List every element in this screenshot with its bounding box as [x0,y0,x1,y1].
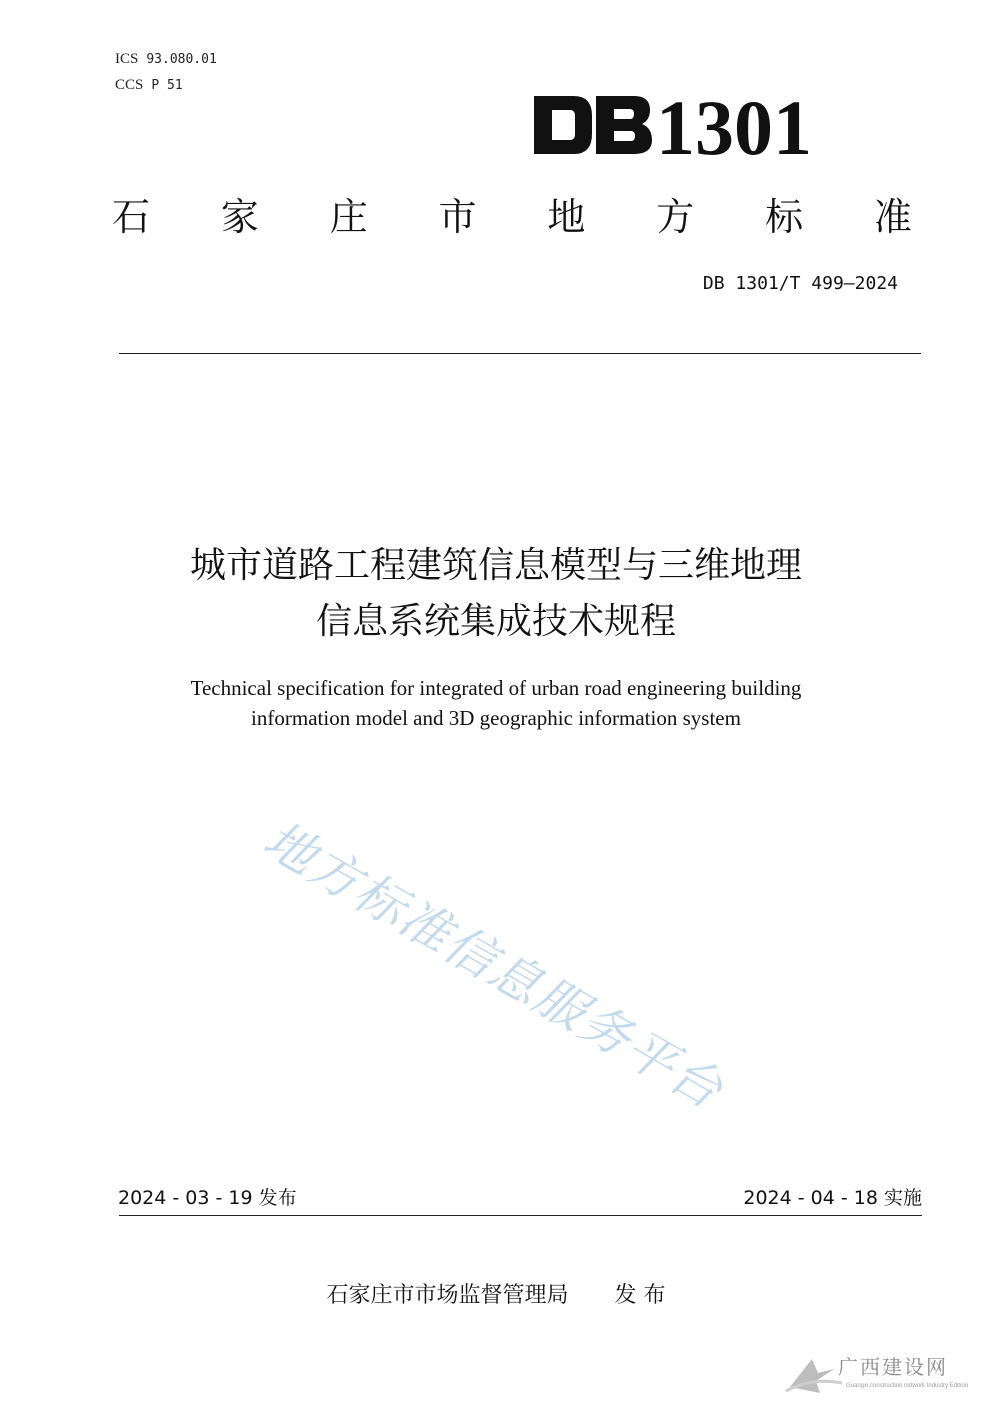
category-char: 方 [656,195,695,239]
chinese-title [60,538,932,650]
db-standard-logo [530,86,860,164]
publish-date: 2024 - 03 - 19 发布 [118,1187,297,1209]
ccs-label: CCS [115,77,144,93]
category-char: 标 [765,195,804,239]
category-char: 家 [220,195,259,239]
standard-number: DB 1301/T 499—2024 [702,273,898,294]
issuer-line [0,1281,992,1311]
star-icon [790,1359,834,1393]
chinese-title-line-1: 城市道路工程建筑信息模型与三维地理 [189,545,802,586]
category-char: 石 [112,195,151,239]
category-char: 地 [547,195,586,239]
english-title-line-1: Technical specification for integrated of urban road engineering building [190,676,802,700]
corner-logo-subtext: Guangxi construction network Industry Edition [846,1383,969,1389]
ics-code: 93.080.01 [146,52,217,67]
ics-label: ICS [115,51,139,67]
ccs-code-line [115,76,183,95]
corner-logo-text: 广西建设网 [838,1355,948,1379]
category-char: 市 [438,195,477,239]
english-title [60,673,932,733]
watermark-text: 地方标准信息服务平台 [254,810,734,1121]
ics-code-line [115,50,217,69]
top-divider [119,353,921,354]
logo-number: 1301 [656,86,812,164]
standard-category-title [112,192,912,242]
category-char: 准 [873,195,912,239]
ccs-code: P 51 [151,78,183,93]
watermark [240,810,840,1140]
effective-date: 2024 - 04 - 18 实施 [743,1187,922,1209]
issuer-name: 石家庄市市场监督管理局 [326,1283,569,1308]
english-title-line-2: information model and 3D geographic information system [251,706,741,730]
chinese-title-line-2: 信息系统集成技术规程 [315,601,676,642]
issuer-action: 发 布 [614,1283,666,1308]
bottom-divider [119,1215,922,1216]
category-char: 庄 [329,195,368,239]
